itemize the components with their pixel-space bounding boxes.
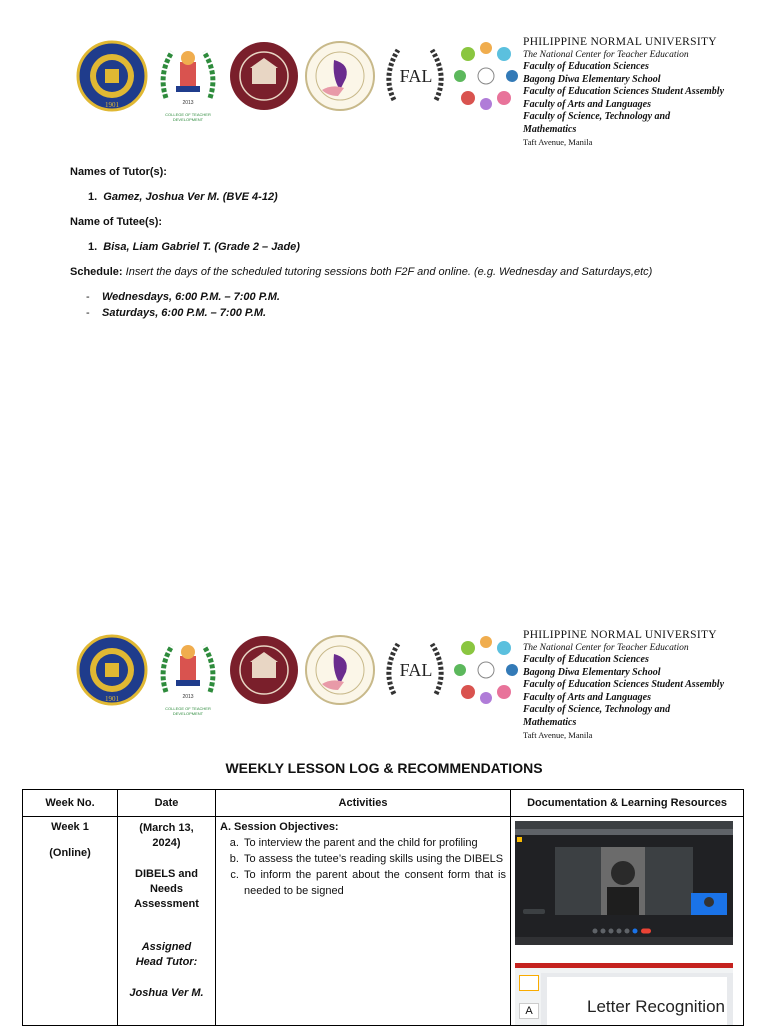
lesson-log-table	[22, 789, 744, 1026]
participant-video	[601, 847, 645, 915]
schedule-slot: Wednesdays, 6:00 P.M. – 7:00 P.M.	[102, 291, 280, 303]
tutee-name: Bisa, Liam Gabriel T. (Grade 2 – Jade)	[103, 241, 300, 253]
unit-line: Faculty of Arts and Languages	[523, 98, 651, 110]
fesa-logo	[304, 38, 376, 114]
schedule-item: - Wednesdays, 6:00 P.M. – 7:00 P.M.	[86, 291, 280, 303]
session-date: (March 13, 2024)	[139, 822, 194, 849]
fstem-logo	[450, 634, 522, 706]
slide-canvas	[547, 977, 727, 1025]
col-week: Week No.	[23, 790, 118, 817]
unit-line: Mathematics	[523, 716, 577, 728]
schedule-note: Insert the days of the scheduled tutoring sessions both F2F and online. (e.g. Wednesday and Saturdays,etc)	[125, 266, 653, 278]
unit-line: Faculty of Education Sciences	[523, 654, 649, 665]
unit-line: Faculty of Science, Technology and	[523, 111, 671, 123]
objective-item: b. To assess the tutee’s reading skills using the DIBELS	[242, 851, 506, 867]
schedule-line	[70, 266, 750, 278]
session-type: DIBELS and Needs Assessment	[134, 868, 199, 910]
fal-text: FAL	[399, 660, 433, 680]
tutee-item: 1. Bisa, Liam Gabriel T. (Grade 2 – Jade)	[88, 241, 300, 253]
table-header-row	[23, 790, 744, 817]
fal-logo	[380, 38, 450, 114]
week-mode: (Online)	[49, 847, 91, 859]
slide-title: Letter Recognition	[587, 997, 725, 1016]
fal-logo	[380, 632, 450, 708]
bdes-seal-logo	[228, 38, 300, 114]
fal-text: FAL	[399, 66, 433, 86]
unit-line: Faculty of Education Sciences Student Assembly	[523, 679, 725, 691]
tutor-label: Names of Tutor(s):	[70, 166, 167, 178]
week-number: Week 1	[51, 821, 89, 833]
documentation-cell	[511, 817, 744, 1026]
schedule-label: Schedule:	[70, 266, 123, 278]
page-header-2	[0, 620, 768, 740]
unit-line: Faculty of Education Sciences Student Assembly	[523, 86, 725, 98]
university-tagline: The National Center for Teacher Education	[523, 643, 689, 653]
unit-line: Mathematics	[523, 123, 577, 135]
university-address: Taft Avenue, Manila	[523, 729, 593, 740]
tutor-item: 1. Gamez, Joshua Ver M. (BVE 4-12)	[88, 191, 278, 203]
unit-line: Faculty of Science, Technology and	[523, 704, 671, 716]
objective-item: a. To interview the parent and the child for profiling	[242, 835, 506, 851]
self-view-tile	[691, 893, 727, 915]
pnu-seal-year: 1901	[105, 101, 119, 109]
fes-caption: COLLEGE OF TEACHER DEVELOPMENT	[165, 706, 211, 716]
logo-row	[76, 38, 516, 128]
unit-line: Bagong Diwa Elementary School	[523, 666, 661, 678]
university-name: PHILIPPINE NORMAL UNIVERSITY	[523, 36, 717, 48]
col-documentation: Documentation & Learning Resources	[511, 790, 744, 817]
fes-logo	[152, 632, 224, 712]
institution-block	[523, 36, 763, 148]
objectives-list	[220, 835, 506, 899]
university-tagline: The National Center for Teacher Education	[523, 50, 689, 60]
fes-logo	[152, 38, 224, 118]
university-address: Taft Avenue, Manila	[523, 136, 593, 147]
fesa-logo	[304, 632, 376, 708]
fstem-logo	[450, 40, 522, 112]
col-activities: Activities	[216, 790, 511, 817]
schedule-slot: Saturdays, 6:00 P.M. – 7:00 P.M.	[102, 307, 267, 319]
fes-year: 2013	[182, 100, 194, 106]
fes-caption: COLLEGE OF TEACHER DEVELOPMENT	[165, 112, 211, 122]
objectives-title: A. Session Objectives:	[220, 821, 339, 833]
institution-block	[523, 629, 763, 741]
pnu-seal-logo	[76, 632, 148, 708]
col-date: Date	[118, 790, 216, 817]
lesson-log-title: WEEKLY LESSON LOG & RECOMMENDATIONS	[225, 760, 543, 776]
objective-item: c. To inform the parent about the consent form that is needed to be signed	[242, 867, 506, 899]
head-tutor-name: Joshua Ver M.	[129, 987, 204, 999]
unit-line: Bagong Diwa Elementary School	[523, 73, 661, 85]
table-row	[23, 817, 744, 1026]
university-name: PHILIPPINE NORMAL UNIVERSITY	[523, 629, 717, 641]
video-call-screenshot	[515, 821, 733, 945]
fes-year: 2013	[182, 694, 194, 700]
call-controls-bar	[591, 925, 661, 931]
unit-line: Faculty of Education Sciences	[523, 61, 649, 72]
week-cell	[23, 817, 118, 1026]
slide-thumbnail-letter: A	[519, 1003, 539, 1019]
schedule-item: - Saturdays, 6:00 P.M. – 7:00 P.M.	[86, 307, 267, 319]
date-cell	[118, 817, 216, 1026]
unit-line: Faculty of Arts and Languages	[523, 691, 651, 703]
head-tutor-label: Assigned Head Tutor:	[135, 941, 198, 968]
tutee-label: Name of Tutee(s):	[70, 216, 163, 228]
page-header-1	[0, 26, 768, 146]
pnu-seal-logo	[76, 38, 148, 114]
activities-cell	[216, 817, 511, 1026]
slide-screenshot	[515, 963, 733, 1025]
tutor-name: Gamez, Joshua Ver M. (BVE 4-12)	[103, 191, 278, 203]
pnu-seal-year: 1901	[105, 695, 119, 703]
bdes-seal-logo	[228, 632, 300, 708]
logo-row	[76, 632, 516, 722]
